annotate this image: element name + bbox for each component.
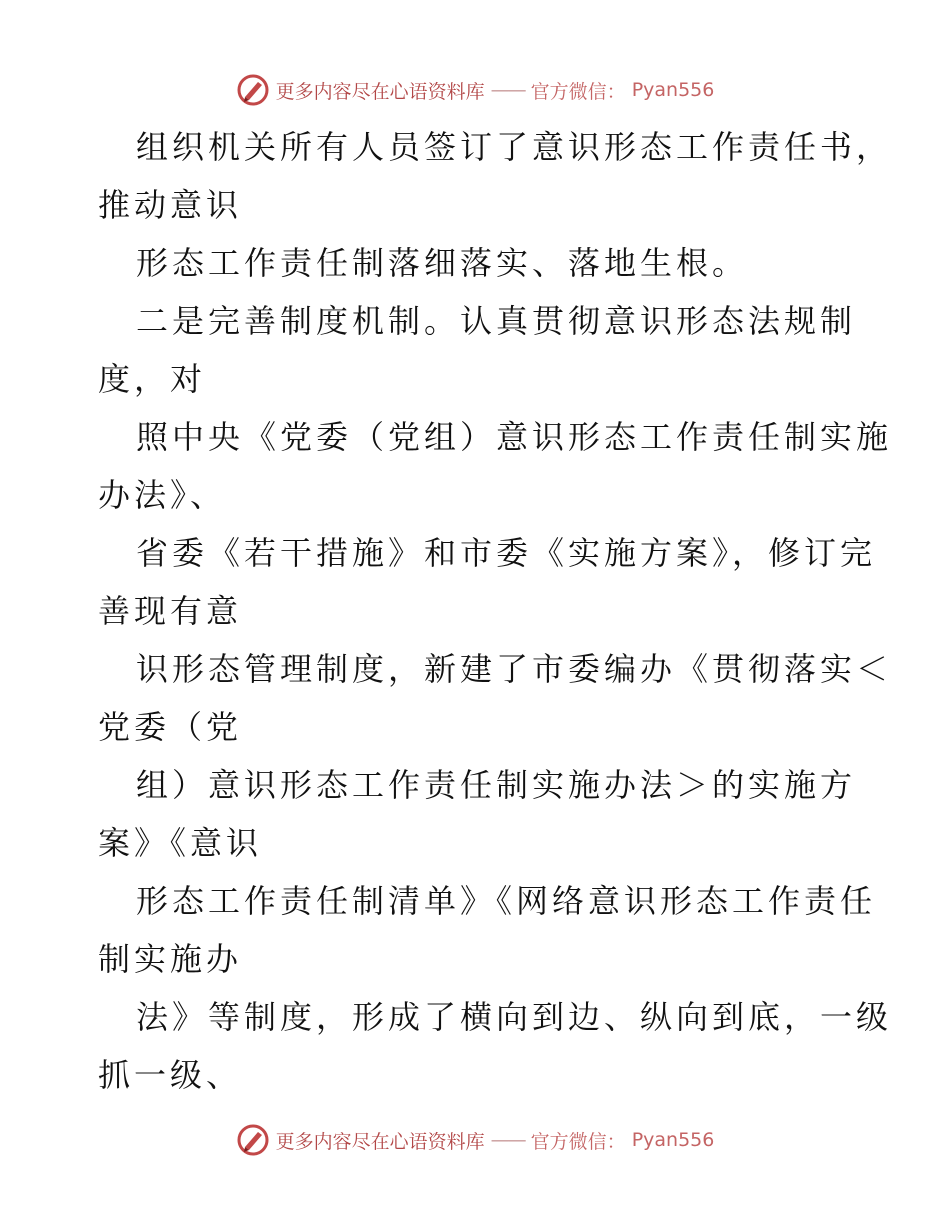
watermark-brand: 更多内容尽在心语资料库: [275, 1130, 485, 1153]
header-watermark: [0, 70, 950, 110]
quill-pen-icon: [236, 73, 270, 107]
text-line: 案》《意识: [98, 824, 263, 862]
footer-watermark: [0, 1120, 950, 1160]
watermark-official-label: 官方微信：: [530, 80, 626, 103]
text-line: 办法》、: [98, 476, 227, 514]
text-line: 形态工作责任制落细落实、落地生根。: [136, 244, 749, 282]
quill-pen-icon: [236, 1123, 270, 1157]
watermark-separator: ——: [490, 1129, 525, 1151]
watermark-official-label: 官方微信：: [530, 1130, 626, 1153]
text-line: 制实施办: [98, 940, 243, 978]
text-line: 识形态管理制度，新建了市委编办《贯彻落实＜: [136, 650, 893, 688]
text-line: 二是完善制度机制。认真贯彻意识形态法规制: [136, 302, 857, 340]
text-line: 组织机关所有人员签订了意识形态工作责任书，: [136, 128, 893, 166]
text-line: 推动意识: [98, 186, 243, 224]
text-line: 抓一级、: [98, 1056, 243, 1094]
document-body: [98, 118, 893, 1104]
text-line: 照中央《党委（党组）意识形态工作责任制实施: [136, 418, 893, 456]
watermark-account: Pyan556: [631, 79, 715, 101]
text-line: 度，对: [98, 360, 207, 398]
text-line: 法》等制度，形成了横向到边、纵向到底，一级: [136, 998, 893, 1036]
watermark-separator: ——: [490, 79, 525, 101]
text-line: 善现有意: [98, 592, 243, 630]
text-line: 形态工作责任制清单》《网络意识形态工作责任: [136, 882, 877, 920]
watermark-account: Pyan556: [631, 1129, 715, 1151]
text-line: 省委《若干措施》和市委《实施方案》，修订完: [136, 534, 877, 572]
text-line: 组）意识形态工作责任制实施办法＞的实施方: [136, 766, 857, 804]
text-line: 党委（党: [98, 708, 243, 746]
watermark-brand: 更多内容尽在心语资料库: [275, 80, 485, 103]
